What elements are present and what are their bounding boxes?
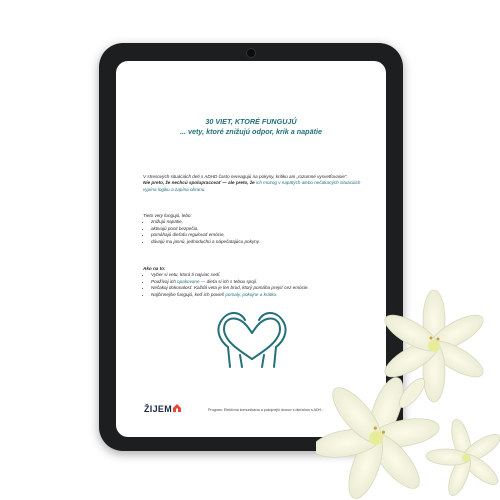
footer-program-text: Program: Efektívna komunikácia a pokojnejší domov s dieťaťom s ADH... [208, 408, 325, 412]
heart-hands-icon [210, 307, 294, 369]
front-camera [246, 48, 256, 58]
reasons-heading: Tieto vety fungujú, lebo: [143, 213, 192, 218]
page-title: 30 VIET, KTORÉ FUNGUJÚ [205, 117, 297, 126]
howto-2-highlight: opakovane [177, 278, 200, 284]
list-item: • dávajú mu jasnú, jednoduchú a nápečatajúcu pokyny. [151, 239, 361, 245]
howto-heading: Ako na to: [143, 266, 166, 271]
page-subtitle: ... vety, ktoré znižujú odpor, krik a napätie [180, 127, 322, 136]
list-item: • pomáhajú dieťaťu regulovať emócie, [151, 232, 361, 238]
howto-4a: Najčinnejšie fungujú, keď ich povieš [151, 291, 226, 297]
intro-highlight: ich mozog v napätých alebo nečakaných situáciách vypína logiku a zapína obranu. [143, 180, 361, 192]
intro-text-2a: Nie preto, že nechcú spolupracovať — ale preto, že [143, 180, 256, 186]
reasons-section [143, 213, 361, 245]
list-item: • znižujú napätie, [151, 219, 361, 225]
list-item: • aktivujú pocit bezpečia, [151, 226, 361, 232]
list-item: • Vyber si vetu, ktorá ti najviac sedí. [151, 272, 361, 278]
brand-logo: ŽIJEM [144, 404, 173, 414]
intro-text-2 [143, 180, 361, 193]
house-logo-icon [172, 403, 182, 412]
lily-flowers-image [316, 288, 500, 500]
intro-text-1: V stresových situáciách deti s ADHD často nereagujú na pokyny, kritiku ani „rozumné vysvetľovanie“. [143, 174, 348, 179]
howto-2b: — dieťa si ich s tebou spojí. [199, 278, 258, 284]
reasons-list [143, 219, 361, 245]
intro-paragraph [143, 174, 361, 193]
list-item: • Nečakaj dokonalosť. Každá veta je len brod, ktorý pomáha prejsť cez emócie. [151, 285, 361, 291]
howto-4-highlight: pomaly, pokojne a krátko. [225, 291, 278, 297]
howto-2a: Používaj ich [151, 278, 178, 284]
